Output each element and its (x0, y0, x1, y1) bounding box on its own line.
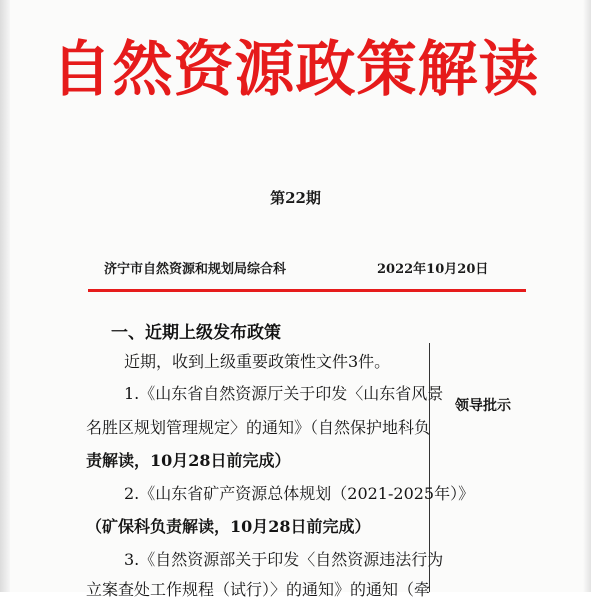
issue-number: 第22期 (270, 189, 321, 207)
body-line: 立案查处工作规程（试行）〉的通知》的通知（牵 (86, 580, 431, 599)
body-line: 名胜区规划管理规定〉的通知》（自然保护地科负 (86, 418, 431, 437)
issuing-department: 济宁市自然资源和规划局综合科 (104, 262, 287, 277)
issue-date: 2022年10月20日 (377, 262, 489, 277)
body-line: 2.《山东省矿产资源总体规划（2021-2025年）》 (124, 484, 475, 503)
body-line: 3.《自然资源部关于印发〈自然资源违法行为 (124, 550, 444, 569)
section-heading: 一、近期上级发布政策 (111, 323, 281, 343)
body-line: （矿保科负责解读，10月28日前完成） (86, 517, 371, 536)
document-title: 自然资源政策解读 (51, 35, 540, 105)
leader-instruction-label: 领导批示 (455, 398, 511, 414)
header-divider (88, 289, 526, 292)
body-line: 1.《山东省自然资源厅关于印发〈山东省风景 (124, 384, 444, 403)
body-line: 近期，收到上级重要政策性文件3件。 (124, 352, 391, 371)
body-line: 责解读，10月28日前完成） (86, 451, 291, 470)
